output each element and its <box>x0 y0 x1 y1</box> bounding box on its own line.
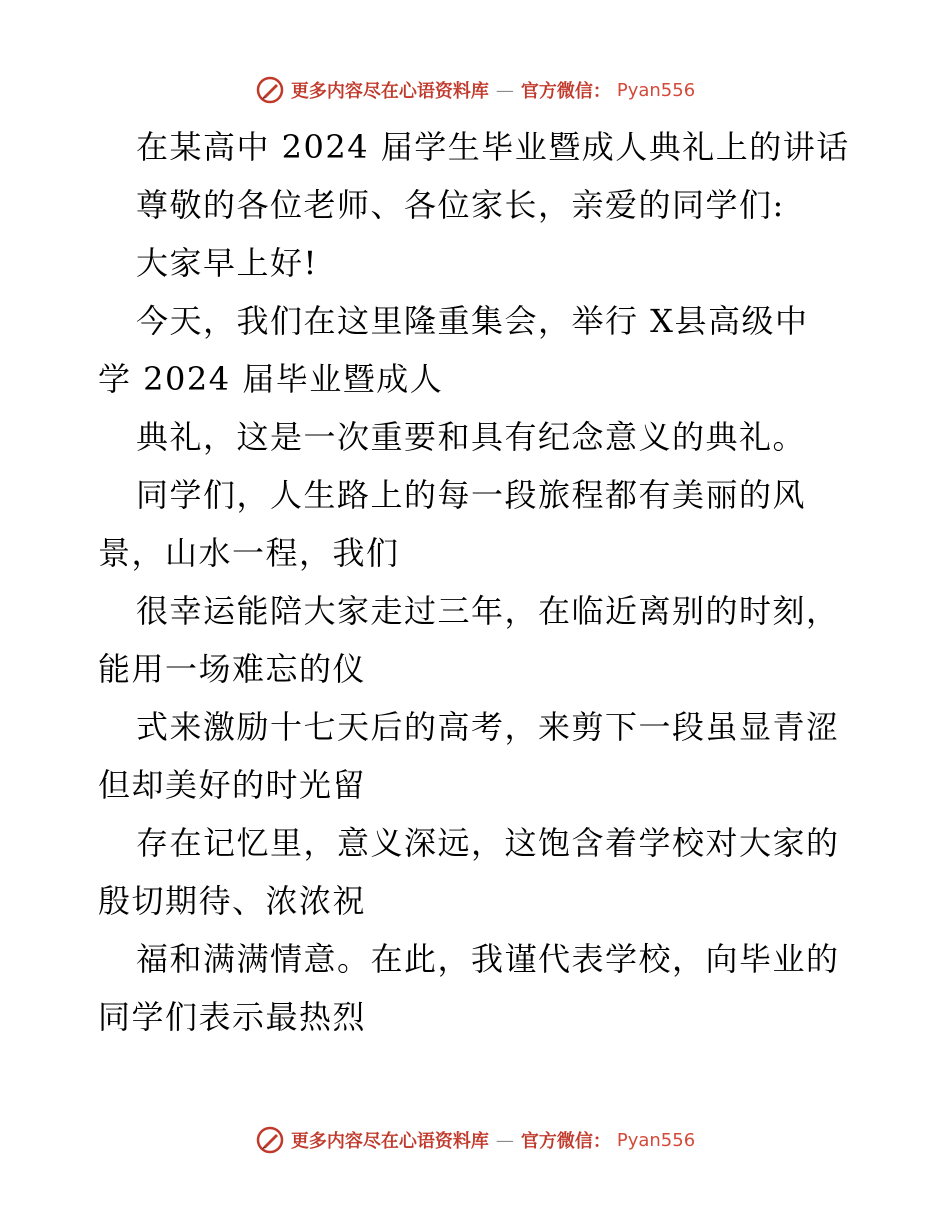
watermark-dash: — <box>495 1129 514 1151</box>
paragraph-line: 尊敬的各位老师、各位家长，亲爱的同学们: <box>136 186 785 224</box>
paragraph-line: 式来激励十七天后的高考，来剪下一段虽显青涩 <box>136 708 840 746</box>
watermark-wechat-id: Pyan556 <box>616 1129 696 1151</box>
paragraph-line: 典礼，这是一次重要和具有纪念意义的典礼。 <box>136 418 807 456</box>
pen-logo-icon <box>255 1125 285 1155</box>
watermark-wechat-label: 官方微信： <box>520 1131 611 1152</box>
paragraph-line: 福和满满情意。在此，我谨代表学校，向毕业的 <box>136 940 840 978</box>
paragraph-line: 大家早上好! <box>136 244 318 282</box>
paragraph-line: 很幸运能陪大家走过三年，在临近离别的时刻， <box>136 592 840 630</box>
watermark-text: 更多内容尽在心语资料库 <box>290 1131 489 1152</box>
paragraph-line: 同学们表示最热烈 <box>98 998 367 1036</box>
paragraph-line: 存在记忆里，意义深远，这饱含着学校对大家的 <box>136 824 840 862</box>
header-watermark <box>0 70 950 110</box>
watermark-text: 更多内容尽在心语资料库 <box>290 81 489 102</box>
document-body <box>98 118 858 1046</box>
paragraph-line: 景，山水一程，我们 <box>98 534 400 572</box>
paragraph-line: 学 2024 届毕业暨成人 <box>98 360 444 398</box>
watermark-wechat-id: Pyan556 <box>616 79 696 101</box>
paragraph-line: 同学们，人生路上的每一段旅程都有美丽的风 <box>136 476 807 514</box>
paragraph-line: 殷切期待、浓浓祝 <box>98 882 367 920</box>
pen-logo-icon <box>255 75 285 105</box>
paragraph-line: 能用一场难忘的仪 <box>98 650 367 688</box>
watermark-dash: — <box>495 79 514 101</box>
footer-watermark <box>0 1120 950 1160</box>
watermark-wechat-label: 官方微信： <box>520 81 611 102</box>
paragraph-line: 今天，我们在这里隆重集会，举行 X县高级中 <box>136 302 809 340</box>
document-title: 在某高中 2024 届学生毕业暨成人典礼上的讲话 <box>136 128 850 166</box>
paragraph-line: 但却美好的时光留 <box>98 766 367 804</box>
